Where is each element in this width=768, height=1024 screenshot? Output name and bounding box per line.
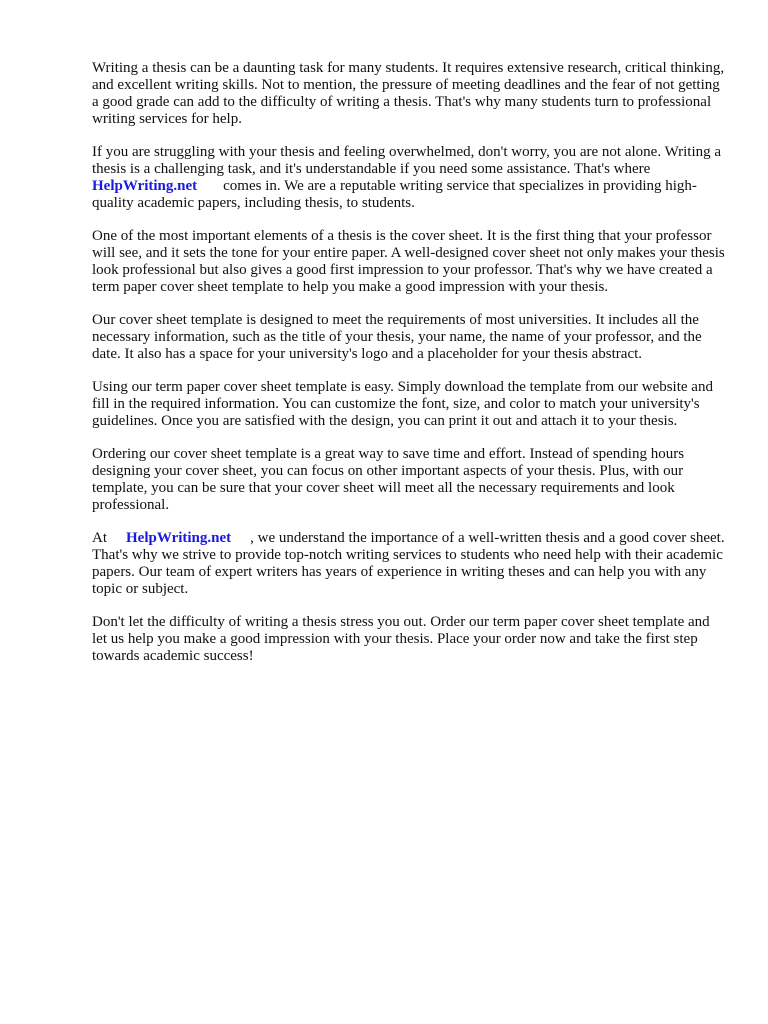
paragraph-text: If you are struggling with your thesis and feeling overwhelmed, don't worry, you are not alone. Writing a thesis is a challenging task, and it's understandable if you need some assistance. That's where: [92, 144, 722, 177]
paragraph-text: comes in. We are a reputable writing service that specializes in providing high-quality academic papers, including thesis, to students.: [92, 178, 697, 211]
helpwriting-link[interactable]: HelpWriting.net: [126, 530, 232, 546]
helpwriting-link[interactable]: HelpWriting.net: [92, 178, 198, 194]
paragraph-intro: Writing a thesis can be a daunting task for many students. It requires extensive research, critical thinking, and excellent writing skills. Not to mention, the pressure of meeting deadlines and the fear of not getting a good grade can add to the difficulty of writing a thesis. That's why many students turn to professional writing services for help.: [92, 60, 725, 127]
document-body: [92, 60, 728, 681]
paragraph-text: At: [92, 530, 107, 546]
paragraph-using-template: Using our term paper cover sheet template is easy. Simply download the template from our website and fill in the required information. You can customize the font, size, and color to match your university's guidelines. Once you are satisfied with the design, you can print it out and attach it to your thesis.: [92, 379, 713, 429]
paragraph-closing: Don't let the difficulty of writing a thesis stress you out. Order our term paper cover sheet template and let us help you make a good impression with your thesis. Place your order now and take the first step towards academic success!: [92, 614, 710, 664]
paragraph-cover-sheet: One of the most important elements of a thesis is the cover sheet. It is the first thing that your professor will see, and it sets the tone for your entire paper. A well-designed cover sheet not only makes your thesis look professional but also gives a good first impression to your professor. That's why we have created a term paper cover sheet template to help you make a good impression with your thesis.: [92, 228, 725, 295]
paragraph-at-helpwriting: [92, 530, 728, 598]
paragraph-template-design: Our cover sheet template is designed to meet the requirements of most universities. It includes all the necessary information, such as the title of your thesis, your name, the name of your professor, and the date. It also has a space for your university's logo and a placeholder for your thesis abstract.: [92, 312, 702, 362]
paragraph-ordering: Ordering our cover sheet template is a great way to save time and effort. Instead of spending hours designing your cover sheet, you can focus on other important aspects of your thesis. Plus, with our template, you can be sure that your cover sheet will meet all the necessary requirements and look professional.: [92, 446, 685, 513]
paragraph-struggling: [92, 144, 728, 212]
paragraph-text: , we understand the importance of a well-written thesis and a good cover sheet. That's why we strive to provide top-notch writing services to students who need help with their academic papers. Our team of expert writers has years of experience in writing theses and can help you with any topic or subject.: [92, 530, 725, 597]
